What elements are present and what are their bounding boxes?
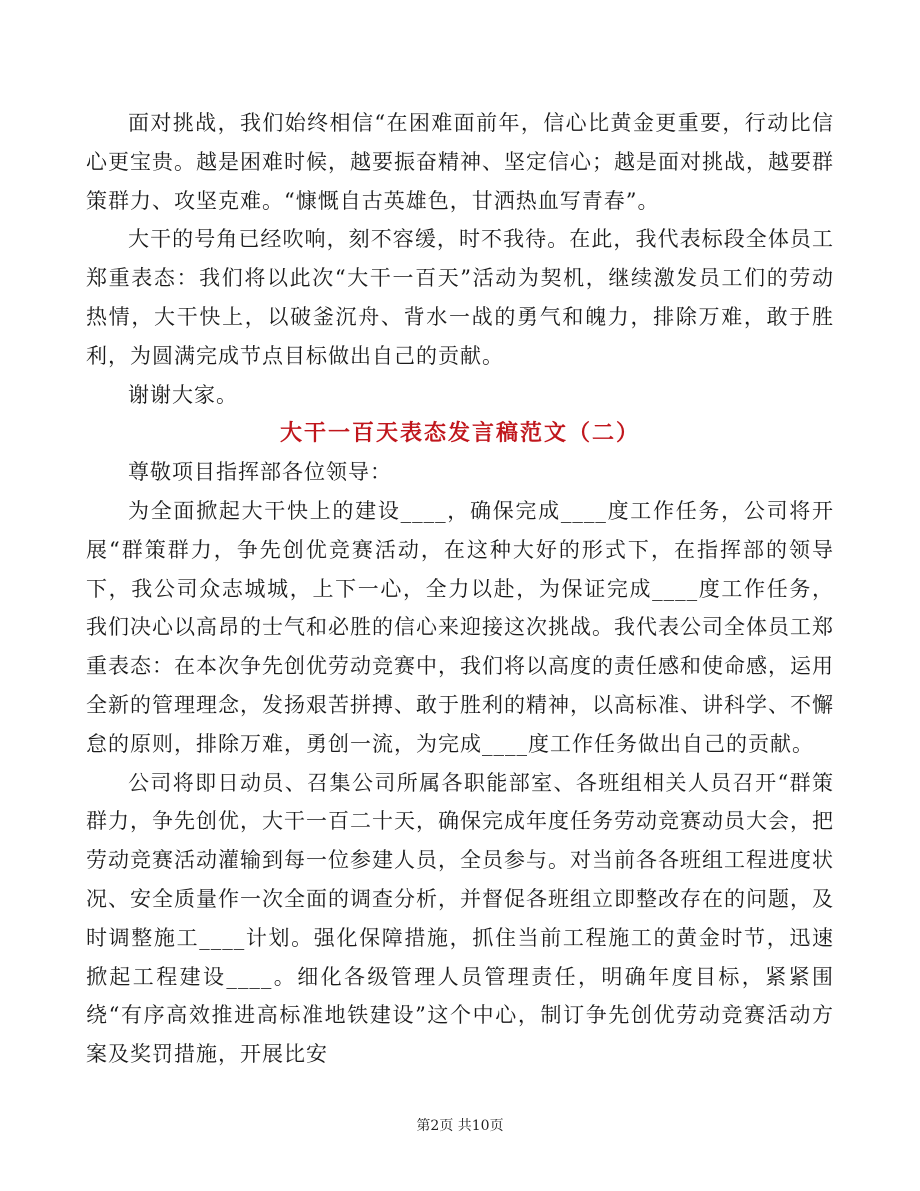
section-title: 大干一百天表态发言稿范文（二） — [279, 420, 640, 447]
paragraph: 为全面掀起大干快上的建设____，确保完成____度工作任务，公司将开展“群策群力，争先创优竞赛活动，在这种大好的形式下，在指挥部的领导下，我公司众志城城，上下一心，全力以赴，为保证完成____度工作任务，我们决心以高昂的士气和必胜的信心来迎接这次挑战。我代表公司全体员工郑重表态：在本次争先创优劳动竞赛中，我们将以高度的责任感和使命感，运用全新的管理理念，发扬艰苦拼搏、敢于胜利的精神，以高标准、讲科学、不懈怠的原则，排除万难，勇创一流，为完成____度工作任务做出自己的贡献。 — [86, 498, 834, 756]
paragraph: 面对挑战，我们始终相信“在困难面前年，信心比黄金更重要，行动比信心更宝贵。越是困难时候，越要振奋精神、坚定信心；越是面对挑战，越要群策群力、攻坚克难。“慷慨自古英雄色，甘洒热血写青春”。 — [86, 111, 834, 213]
paragraph: 谢谢大家。 — [128, 382, 238, 407]
page-number: 第2页 共10页 — [416, 1118, 504, 1134]
document-body — [86, 104, 834, 1074]
salutation: 尊敬项目指挥部各位领导： — [128, 460, 392, 485]
paragraph: 公司将即日动员、召集公司所属各职能部室、各班组相关人员召开“群策群力，争先创优，大干一百二十天，确保完成年度任务劳动竞赛动员大会，把劳动竞赛活动灌输到每一位参建人员，全员参与。对当前各各班组工程进度状况、安全质量作一次全面的调查分析，并督促各班组立即整改存在的问题，及时调整施工____计划。强化保障措施，抓住当前工程施工的黄金时节，迅速掀起工程建设____。细化各级管理人员管理责任，明确年度目标，紧紧围绕“有序高效推进高标准地铁建设”这个中心，制订争先创优劳动竞赛活动方案及奖罚措施，开展比安 — [86, 770, 834, 1067]
paragraph: 大干的号角已经吹响，刻不容缓，时不我待。在此，我代表标段全体员工郑重表态：我们将以此次“大干一百天”活动为契机，继续激发员工们的劳动热情，大干快上，以破釜沉舟、背水一战的勇气和魄力，排除万难，敢于胜利，为圆满完成节点目标做出自己的贡献。 — [86, 227, 834, 368]
